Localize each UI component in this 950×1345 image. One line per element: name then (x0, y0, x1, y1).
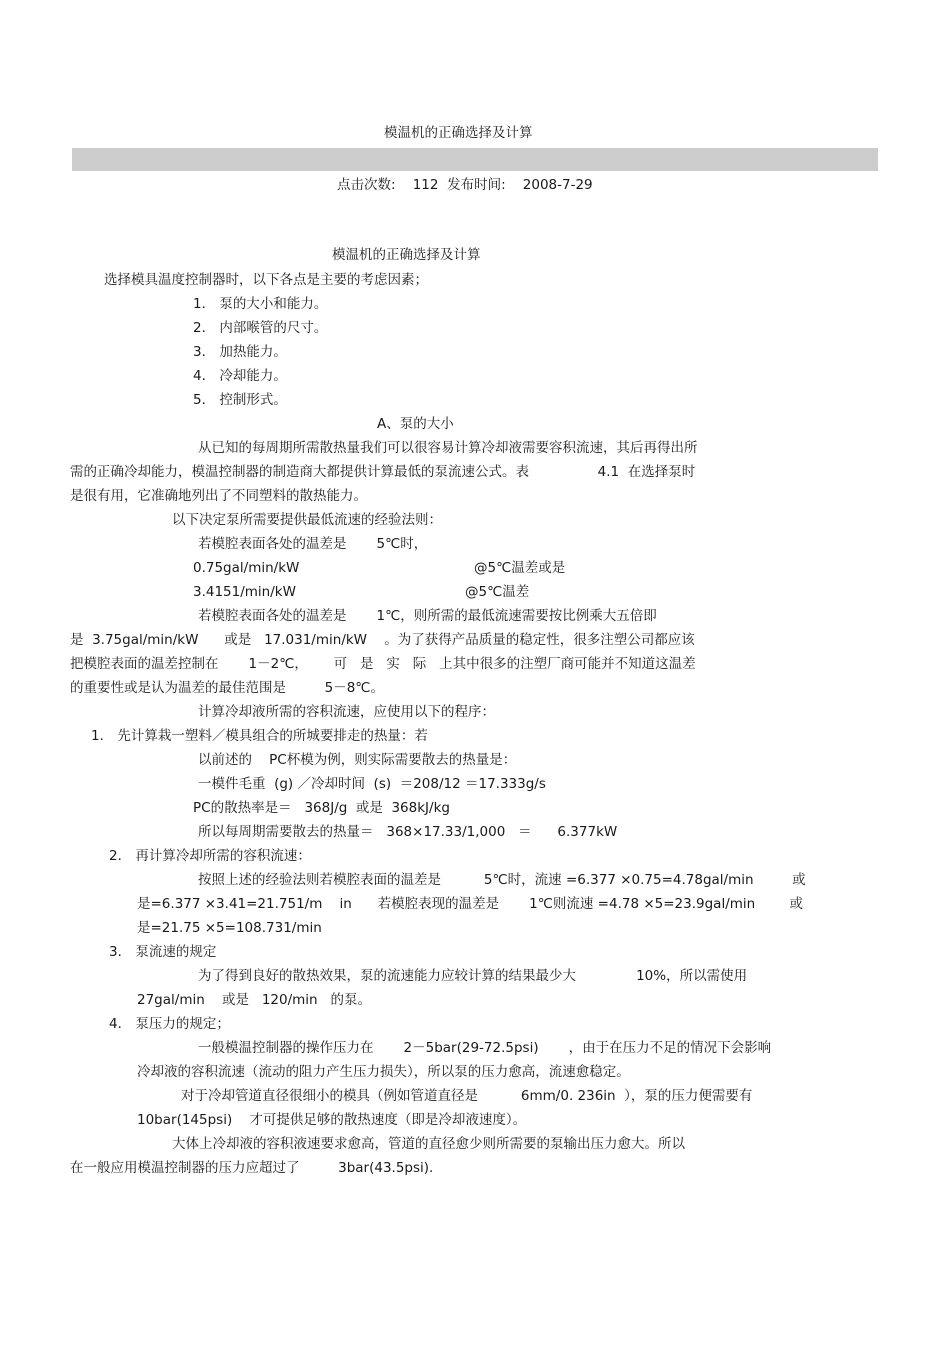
paragraph-line: 在一般应用模温控制器的压力应超过了 3bar(43.5psi). (70, 1160, 434, 1176)
step-item: 4． 泵压力的规定； (109, 1016, 230, 1032)
paragraph-line: 需的正确冷却能力，模温控制器的制造商大都提供计算最低的泵流速公式。表 4.1 在选择泵时 (70, 464, 696, 480)
step-item: 1． 先计算栽一塑料／模具组合的所城要排走的热量：若 (91, 728, 428, 744)
formula-note: @5℃温差 (465, 584, 530, 600)
paragraph-line: 是=21.75 ×5=108.731/min (137, 920, 322, 936)
paragraph-line: 计算冷却液所需的容积流速，应使用以下的程序： (198, 704, 495, 720)
paragraph-line: 以下决定泵所需要提供最低流速的经验法则： (172, 512, 442, 528)
factor-item: 5． 控制形式。 (193, 392, 287, 408)
paragraph-line: 冷却液的容积流速（流动的阻力产生压力损失），所以泵的压力愈高，流速愈稳定。 (137, 1064, 630, 1080)
factor-item: 1． 泵的大小和能力。 (193, 296, 328, 312)
formula-line: 一模件毛重 (g) ／冷却时间 (s) ＝208/12 ＝17.333g/s (198, 776, 546, 792)
factor-item: 2． 内部喉管的尺寸。 (193, 320, 328, 336)
section-heading: A、泵的大小 (377, 416, 454, 432)
paragraph-line: 对于冷却管道直径很细小的模具（例如管道直径是 6mm/0. 236in ），泵的压力便需要有 (181, 1088, 753, 1104)
paragraph-line: 从已知的每周期所需散热量我们可以很容易计算冷却液需要容积流速，其后再得出所 (198, 440, 698, 456)
paragraph-line: 一般模温控制器的操作压力在 2－5bar(29-72.5psi) ，由于在压力不足的情况下会影响 (198, 1040, 772, 1056)
paragraph-line: 大体上冷却液的容积液速要求愈高，管道的直径愈少则所需要的泵输出压力愈大。所以 (172, 1136, 685, 1152)
article-title: 模温机的正确选择及计算 (332, 247, 481, 263)
paragraph-line: 把模腔表面的温差控制在 1－2℃， 可 是 实 际 上其中很多的注塑厂商可能并不知道这温差 (70, 656, 696, 672)
formula-note: @5℃温差或是 (474, 560, 566, 576)
paragraph-line: 是很有用，它准确地列出了不同塑料的散热能力。 (70, 488, 367, 504)
formula-value: 3.4151/min/kW (193, 584, 296, 600)
paragraph-line: 若模腔表面各处的温差是 1℃，则所需的最低流速需要按比例乘大五倍即 (198, 608, 657, 624)
formula-value: 0.75gal/min/kW (193, 560, 300, 576)
header-meta: 点击次数: 112 发布时间: 2008-7-29 (337, 177, 593, 193)
paragraph-line: 的重要性或是认为温差的最佳范围是 5－8℃。 (70, 680, 384, 696)
paragraph-line: 是=6.377 ×3.41=21.751/m in 若模腔表现的温差是 1℃则流速 =4.78 ×5=23.9gal/min 或 (137, 896, 804, 912)
step-item: 3． 泵流速的规定 (109, 944, 217, 960)
step-item: 2． 再计算冷却所需的容积流速： (109, 848, 311, 864)
paragraph-line: 是 3.75gal/min/kW 或是 17.031/min/kW 。为了获得产品质量的稳定性，很多注塑公司都应该 (70, 632, 695, 648)
paragraph-line: 27gal/min 或是 120/min 的泵。 (137, 992, 371, 1008)
header-divider-bar (72, 148, 878, 171)
paragraph-line: 为了得到良好的散热效果，泵的流速能力应较计算的结果最少大 10%，所以需使用 (198, 968, 748, 984)
article-intro: 选择模具温度控制器时，以下各点是主要的考虑因素； (104, 272, 428, 288)
factor-item: 3． 加热能力。 (193, 344, 287, 360)
formula-line: PC的散热率是＝ 368J/g 或是 368kJ/kg (193, 800, 450, 816)
factor-item: 4． 冷却能力。 (193, 368, 287, 384)
paragraph-line: 若模腔表面各处的温差是 5℃时， (198, 536, 428, 552)
header-title: 模温机的正确选择及计算 (384, 125, 533, 141)
paragraph-line: 按照上述的经验法则若模腔表面的温差是 5℃时，流速 =6.377 ×0.75=4.78gal/min 或 (198, 872, 806, 888)
paragraph-line: 10bar(145psi) 才可提供足够的散热速度（即是冷却液速度）。 (137, 1112, 527, 1128)
paragraph-line: 以前述的 PC杯模为例，则实际需要散去的热量是： (198, 752, 517, 768)
formula-line: 所以每周期需要散去的热量＝ 368×17.33/1,000 ＝ 6.377kW (198, 824, 618, 840)
